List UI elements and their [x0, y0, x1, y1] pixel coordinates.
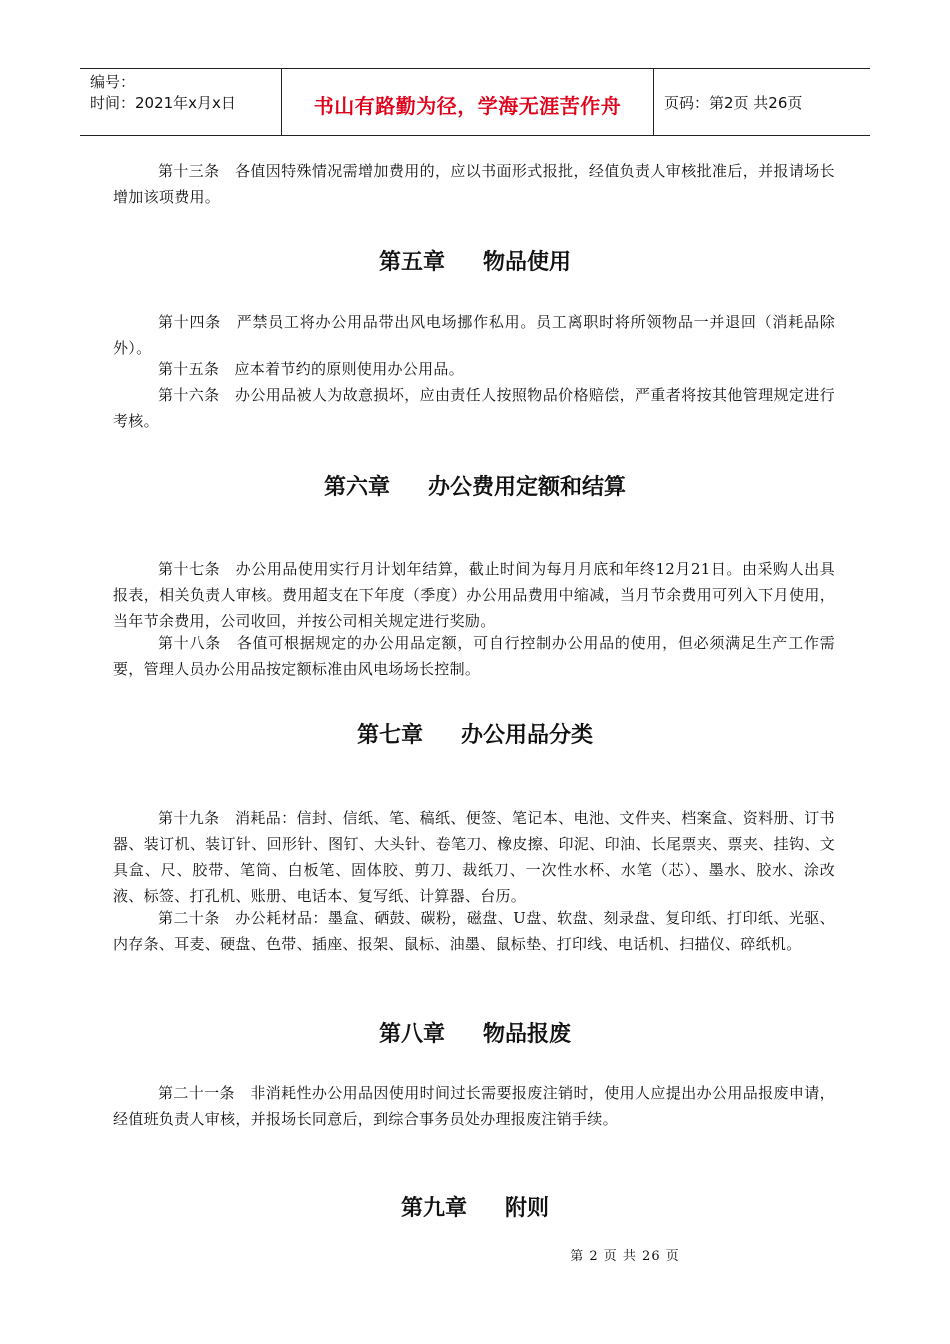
chapter-6-heading [0, 470, 950, 501]
chapter-7-heading [0, 718, 950, 749]
header-meta-cell [80, 69, 282, 135]
time-label: 时间：2021年x月x日 [90, 94, 236, 112]
article-16: 第十六条 办公用品被人为故意损坏，应由责任人按照物品价格赔偿，严重者将按其他管理规定进行考核。 [113, 386, 835, 430]
serial-label: 编号： [90, 73, 136, 91]
article-19: 第十九条 消耗品：信封、信纸、笔、稿纸、便签、笔记本、电池、文件夹、档案盒、资料册、订书器、装订机、装订针、回形针、图钉、大头针、卷笔刀、橡皮擦、印泥、印油、长尾票夹、票夹、挂钩、文具盒、尺、胶带、笔筒、白板笔、固体胶、剪刀、裁纸刀、一次性水杯、水笔（芯）、墨水、胶水、涂改液、标签、打孔机、账册、电话本、复写纸、计算器、台历。 [113, 809, 835, 905]
page-footer: 第 2 页 共 26 页 [570, 1249, 680, 1264]
article-21: 第二十一条 非消耗性办公用品因使用时间过长需要报废注销时，使用人应提出办公用品报废申请，经值班负责人审核，并报场长同意后，到综合事务员处办理报废注销手续。 [113, 1084, 835, 1128]
chapter-9-number: 第九章 [400, 1196, 467, 1221]
article-15: 第十五条 应本着节约的原则使用办公用品。 [158, 360, 465, 378]
chapter-8-title: 物品报废 [483, 1022, 572, 1047]
chapter-6-number: 第六章 [323, 475, 390, 500]
chapter-6-title: 办公费用定额和结算 [428, 475, 627, 500]
chapter-7-number: 第七章 [356, 723, 423, 748]
article-17: 第十七条 办公用品使用实行月计划年结算，截止时间为每月月底和年终12月21日。由采购人出具报表，相关负责人审核。费用超支在下年度（季度）办公用品费用中缩减，当月节余费用可列入下月使用，当年节余费用，公司收回，并按公司相关规定进行奖励。 [113, 560, 835, 630]
article-13: 第十三条 各值因特殊情况需增加费用的，应以书面形式报批，经值负责人审核批准后，并报请场长增加该项费用。 [113, 162, 835, 206]
article-20: 第二十条 办公耗材品：墨盒、硒鼓、碳粉，磁盘、U盘、软盘、刻录盘、复印纸、打印纸、光驱、内存条、耳麦、硬盘、色带、插座、报架、鼠标、油墨、鼠标垫、打印线、电话机、扫描仪、碎纸机。 [113, 909, 835, 953]
article-18: 第十八条 各值可根据规定的办公用品定额，可自行控制办公用品的使用，但必须满足生产工作需要，管理人员办公用品按定额标准由风电场场长控制。 [113, 634, 835, 678]
page-header [80, 68, 870, 136]
chapter-8-heading [0, 1017, 950, 1048]
header-motto-cell [282, 69, 654, 135]
article-14: 第十四条 严禁员工将办公用品带出风电场挪作私用。员工离职时将所领物品一并退回（消耗品除外）。 [113, 313, 835, 357]
chapter-5-number: 第五章 [378, 250, 445, 275]
chapter-9-title: 附则 [505, 1196, 550, 1221]
chapter-8-number: 第八章 [378, 1022, 445, 1047]
motto-text: 书山有路勤为径，学海无涯苦作舟 [313, 93, 622, 118]
chapter-5-heading [0, 245, 950, 276]
chapter-9-heading [0, 1191, 950, 1222]
chapter-5-title: 物品使用 [483, 250, 572, 275]
header-page-info: 页码：第2页 共26页 [664, 93, 803, 112]
header-page-cell [654, 69, 870, 135]
chapter-7-title: 办公用品分类 [461, 723, 594, 748]
